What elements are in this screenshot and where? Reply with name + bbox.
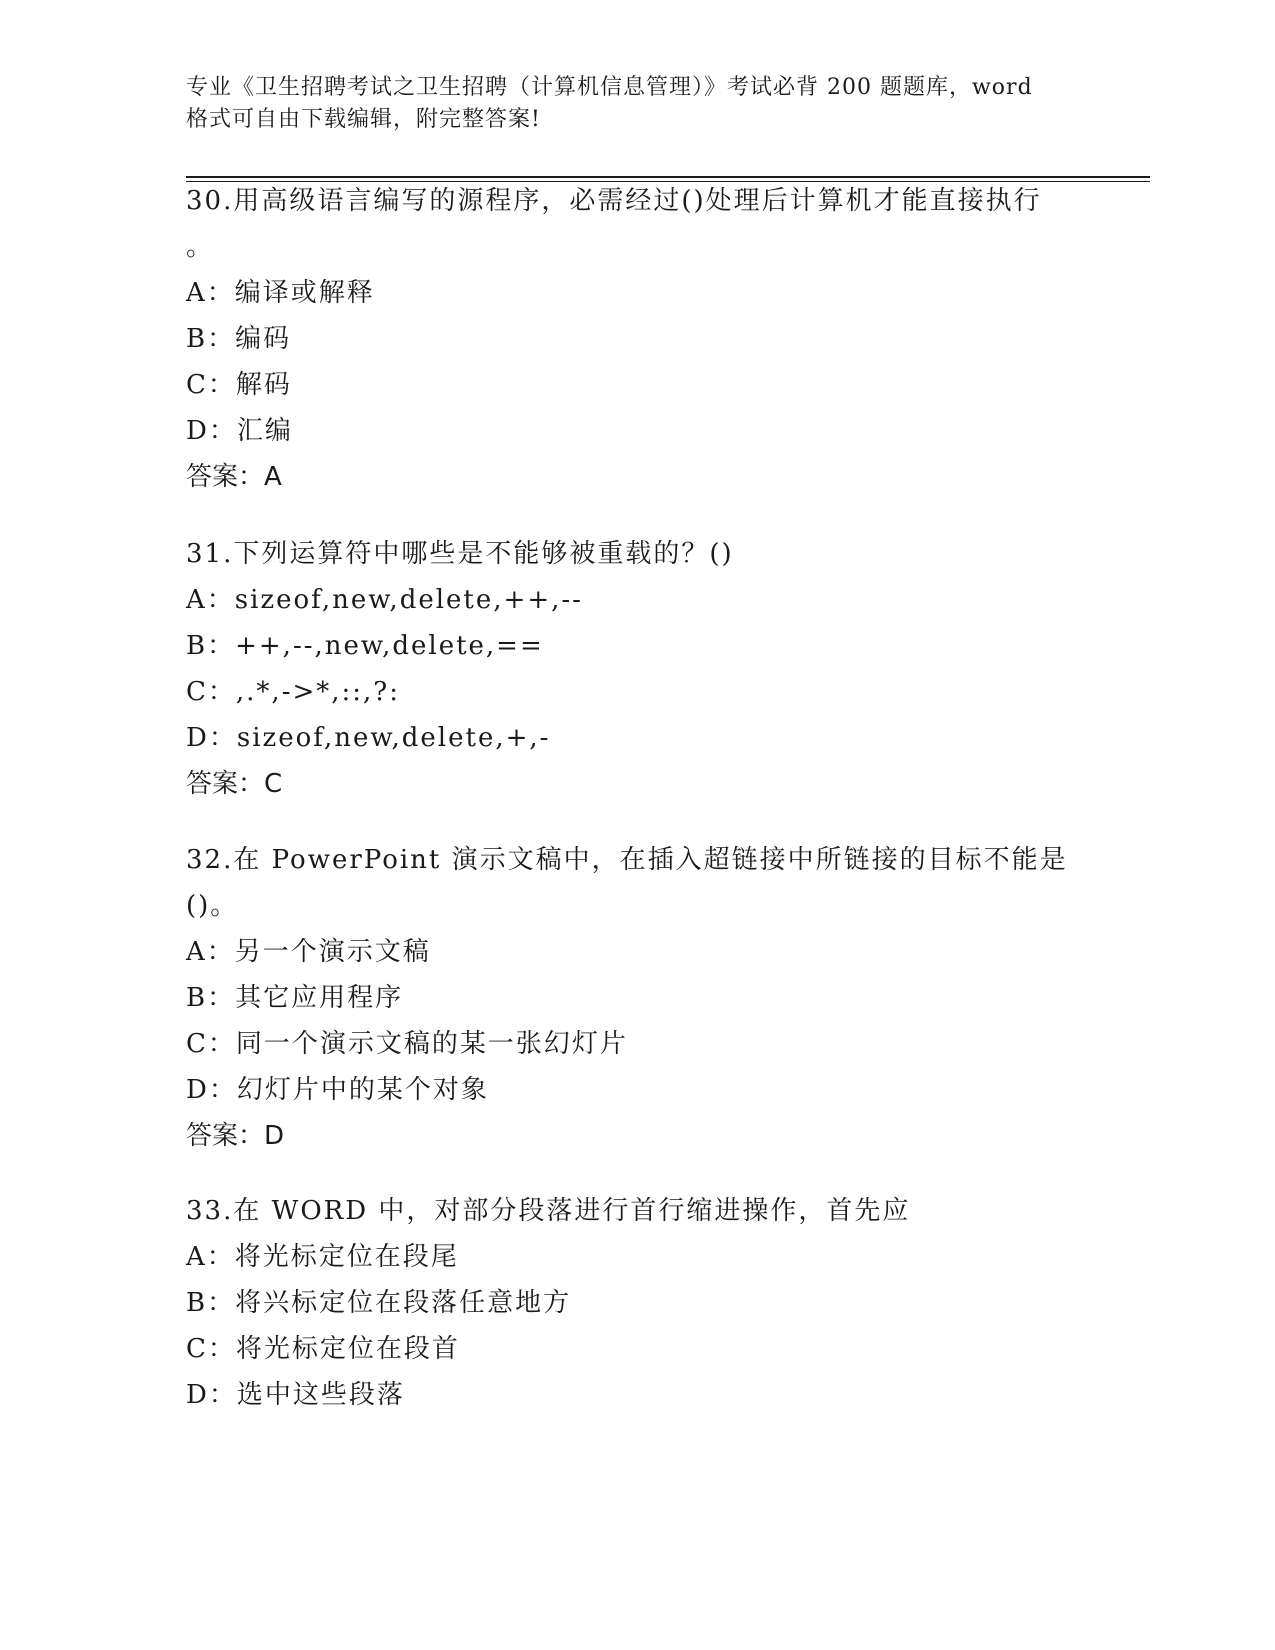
answer: 答案：A bbox=[186, 462, 282, 492]
option-c: C：解码 bbox=[186, 370, 292, 400]
option-b: B：编码 bbox=[186, 324, 292, 354]
question-30 bbox=[186, 178, 1086, 500]
header-line-1: 专业《卫生招聘考试之卫生招聘（计算机信息管理）》考试必背 200 题题库，word bbox=[186, 75, 1033, 100]
option-a: A：将光标定位在段尾 bbox=[186, 1242, 459, 1272]
option-d: D：sizeof,new,delete,+,- bbox=[186, 723, 551, 753]
question-32 bbox=[186, 837, 1086, 1159]
option-a: A：编译或解释 bbox=[186, 278, 375, 308]
option-c: C：同一个演示文稿的某一张幻灯片 bbox=[186, 1029, 628, 1059]
option-b: B：将兴标定位在段落任意地方 bbox=[186, 1288, 572, 1318]
answer: 答案：D bbox=[186, 1121, 285, 1151]
option-d: D：汇编 bbox=[186, 416, 293, 446]
question-33 bbox=[186, 1188, 1086, 1418]
question-text-line: ()。 bbox=[186, 891, 239, 921]
option-b: B：其它应用程序 bbox=[186, 983, 404, 1013]
question-31 bbox=[186, 531, 1086, 807]
option-a: A：另一个演示文稿 bbox=[186, 937, 431, 967]
header-line-2: 格式可自由下载编辑，附完整答案! bbox=[186, 107, 541, 132]
answer: 答案：C bbox=[186, 769, 283, 799]
question-text bbox=[186, 1188, 1086, 1234]
question-text-line: 31.下列运算符中哪些是不能够被重载的？() bbox=[186, 539, 734, 569]
question-text-line: 。 bbox=[186, 232, 215, 262]
option-d: D：选中这些段落 bbox=[186, 1380, 405, 1410]
question-text-line: 30.用高级语言编写的源程序，必需经过()处理后计算机才能直接执行 bbox=[186, 186, 1042, 216]
question-text-line: 33.在 WORD 中，对部分段落进行首行缩进操作，首先应 bbox=[186, 1196, 911, 1226]
question-text bbox=[186, 837, 1086, 929]
question-text bbox=[186, 178, 1086, 270]
option-b: B：++,--,new,delete,== bbox=[186, 631, 544, 661]
option-c: C：,.*,->*,::,?: bbox=[186, 677, 401, 707]
option-d: D：幻灯片中的某个对象 bbox=[186, 1075, 489, 1105]
option-a: A：sizeof,new,delete,++,-- bbox=[186, 585, 583, 615]
document-header bbox=[186, 72, 1086, 136]
option-c: C：将光标定位在段首 bbox=[186, 1334, 460, 1364]
question-text bbox=[186, 531, 1086, 577]
question-text-line: 32.在 PowerPoint 演示文稿中，在插入超链接中所链接的目标不能是 bbox=[186, 845, 1068, 875]
